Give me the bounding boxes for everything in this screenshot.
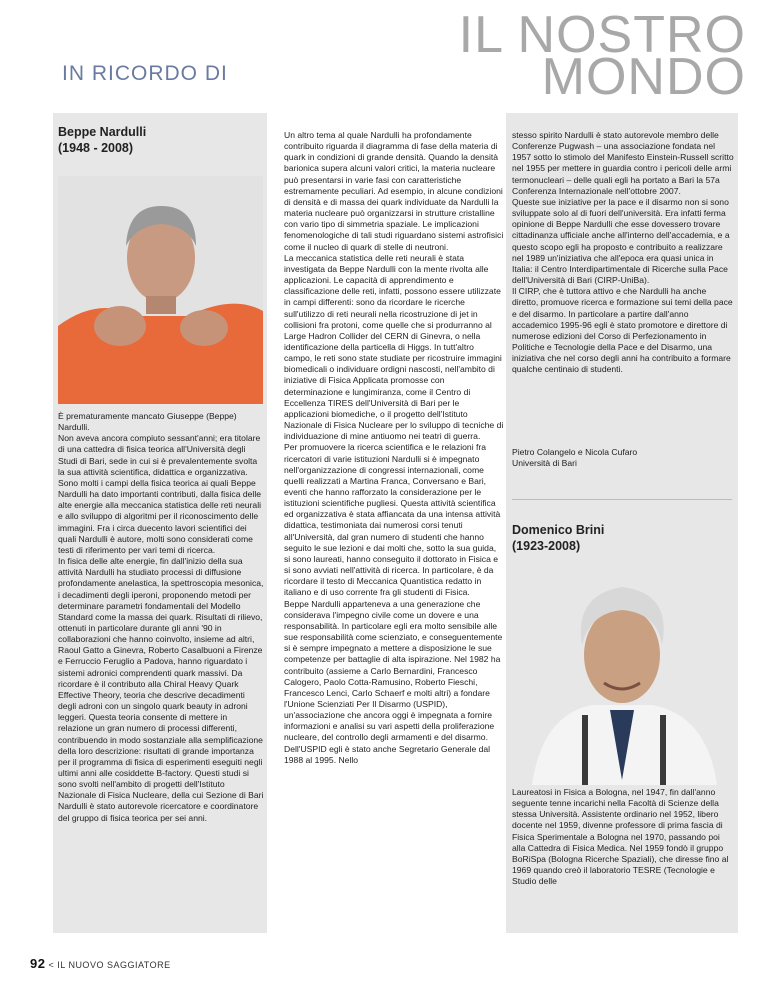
paragraph: In fisica delle alte energie, fin dall'inizio della sua attività Nardulli ha studiato processi di diffusione profondamente anelastica, la spettroscopia mesonica, i decadimenti degli iperoni, proponendo metodi per determinare parametri fondamentali del Modello Standard come la massa dei quark. Risultati di rilievo, ottenuti in particolare durante gli anni '90 in collaborazioni che hanno coinvolto, insieme ad altri, Raoul Gatto a Ginevra, Roberto Casalbuoni a Firenze e Ferruccio Feruglio a Padova, hanno riguardato i sistemi adronici comprendenti quark massivi. Da ricordare è il contributo alla Chiral Heavy Quark Effective Theory, teoria che descrive decadimenti degli adroni con un singolo quark beauty in adroni leggeri. Questa teoria consente di mettere in relazione un gran numero di processi differenti, contribuendo in modo sostanziale alla semplificazione della loro descrizione: risultati di grande importanza per il programma di fisica di esperimenti eseguiti negli ultimi anni alle cosiddette B-factory. Questi studi si sono svolti nell'ambito di progetti dell'Istituto Nazionale di Fisica Nucleare, della cui Sezione di Bari Nardulli è stato autorevole ricercatore e coordinatore del gruppo di fisica teorica per sei anni.: [58, 556, 264, 823]
article1-column-3: [512, 130, 734, 375]
article1-signature: [512, 447, 734, 469]
article2-name: Domenico Brini: [512, 523, 605, 537]
paragraph: Laureatosi in Fisica a Bologna, nel 1947, fin dall'anno seguente tenne incarichi nella Facoltà di Scienze della stessa Università. Assistente ordinario nel 1952, libero docente nel 1959, divenne professore di prima fascia di Fisica Sperimentale a Bologna nel 1970, passando poi alla Cattedra di Fisica Medica. Nel 1959 fondò il gruppo BoRiSpa (Bologna Ricerche Spaziali), che diresse fino al 1969 quando creò il laboratorio TESRE (Tecnologie e Studio delle: [512, 787, 729, 887]
article2-heading: [512, 522, 604, 554]
paragraph: Per promuovere la ricerca scientifica e le relazioni fra ricercatori di varie istituzioni Nardulli si è impegnato nell'organizzazione di congressi internazionali, come quelli realizzati a Martina Franca, Conversano e Bari, eventi che hanno rafforzato la considerazione per le istituzioni scientifiche pugliesi. Questa attività scientifica ed organizzativa è stata affiancata da una intensa attività didattica, testimoniata dai numerosi corsi tenuti all'Università, dal gran numero di studenti che hanno seguito le sue lezioni e dai molti che, sotto la sua guida, si sono laureati, hanno conseguito il dottorato in Fisica e si sono avviati nell'attività di ricerca. In particolare, è da ricordare il testo di Meccanica Quantistica redatto in italiano e di uso corrente fra gli studenti di Fisica.: [284, 442, 501, 598]
article2-text: [512, 787, 734, 887]
page-number: 92: [30, 956, 46, 971]
article-divider: [512, 499, 732, 500]
signature-names: Pietro Colangelo e Nicola Cufaro: [512, 447, 638, 457]
paragraph: La meccanica statistica delle reti neurali è stata investigata da Beppe Nardulli con la mente rivolta alle applicazioni. Le capacità di apprendimento e classificazione delle reti, infatti, possono essere utilizzate in campi differenti: sono da ricordare le ricerche sull'utilizzo di reti neurali nella ricostruzione di jet in collisioni fra protoni, come quelle che si produrranno al Large Hadron Collider del CERN di Ginevra, o nella identificazione della particella di Higgs. In tutt'altro campo, le reti sono state studiate per ricostruire immagini biomedicali o individuare ordigni nascosti, nell'ambito di iniziative di Fisica Applicata promosse con determinazione e lungimiranza, come il Centro di Eccellenza TIRES dell'Università di Bari per le applicazioni biomediche, o il progetto dell'Istituto Nazionale di Fisica Nucleare per lo sviluppo di tecniche di individuazione di mine antiuomo nei teatri di guerra.: [284, 252, 504, 442]
article1-column-2: [284, 130, 504, 766]
signature-affiliation: Università di Bari: [512, 458, 577, 469]
section-title: [458, 6, 746, 106]
article1-dates: (1948 - 2008): [58, 141, 134, 155]
article1-column-1: [58, 411, 264, 824]
portrait-photo-nardulli: [58, 176, 263, 404]
portrait-photo-brini: [512, 565, 732, 785]
article2-dates: (1923-2008): [512, 539, 581, 553]
article1-heading: [58, 124, 146, 156]
paragraph: stesso spirito Nardulli è stato autorevole membro delle Conferenze Pugwash – una associazione fondata nel 1957 sotto lo stimolo del Manifesto Einstein-Russell scritto nel 1955 per mettere in guardia contro i pericoli delle armi termonucleari – delle quali egli ha portato a Bari la 57a Conferenza Internazionale nell'ottobre 2007.: [512, 130, 734, 196]
paragraph: Un altro tema al quale Nardulli ha profondamente contribuito riguarda il diagramma di fase della materia di quark in condizioni di grande densità. Quando la densità barionica supera alcuni valori critici, la materia nucleare può presentarsi in varie fasi con caratteristiche estremamente peculiari. Ad esempio, in alcune condizioni di densità e di massa dei quark individuate da Nardulli la materia nucleare può organizzarsi in strutture cristalline con vario tipo di simmetria spaziale. Le implicazioni fenomenologiche di tali studi riguardano sistemi astrofisici come il nucleo di quark di stelle di neutroni.: [284, 130, 504, 252]
magazine-name: IL NUOVO SAGGIATORE: [57, 960, 171, 970]
paragraph: Sono molti i campi della fisica teorica ai quali Beppe Nardulli ha dato importanti contributi, dalla fisica delle alte energie alla meccanica statistica delle reti neurali e allo sviluppo di algoritmi per il riconoscimento delle immagini. Fra i circa duecento lavori scientifici dei quali Nardulli è autore, molti sono considerati come testi di riferimento per vari temi di ricerca.: [58, 477, 262, 555]
section-title-line1: IL NOSTRO: [458, 6, 746, 64]
footer-separator: <: [48, 960, 55, 970]
paragraph: Queste sue iniziative per la pace e il disarmo non si sono sviluppate solo al di fuori dell'università. Era infatti ferma opinione di Beppe Nardulli che esse dovessero trovare cittadinanza ufficiale anche all'interno dell'accademia, e a questo scopo egli ha proposto e contribuito a realizzare nel 1989 un'iniziativa che all'epoca era quasi unica in Italia: il Centro Interdipartimentale di Ricerche sulla Pace dell'Università di Bari (CIRP-UniBa).: [512, 196, 730, 286]
article1-name: Beppe Nardulli: [58, 125, 147, 139]
paragraph: È prematuramente mancato Giuseppe (Beppe) Nardulli.: [58, 411, 237, 433]
paragraph: Il CIRP, che è tuttora attivo e che Nardulli ha anche diretto, promuove ricerca e formazione sui temi della pace e del disarmo. In particolare a partire dall'anno accademico 1995-96 egli è stato promotore e direttore di numerose edizioni del Corso di Perfezionamento in Politiche e Tecnologie della Pace e del Disarmo, una iniziativa che nel corso degli anni ha contribuito a formare qualche centinaio di studenti.: [512, 286, 733, 375]
section-title-line2: MONDO: [541, 48, 746, 106]
page-footer: [30, 956, 171, 971]
paragraph: Non aveva ancora compiuto sessant'anni; era titolare di una cattedra di fisica teorica all'Università degli Studi di Bari, sede in cui si è prevalentemente svolta la sua attività scientifica, didattica e organizzativa.: [58, 433, 261, 477]
section-kicker: IN RICORDO DI: [62, 62, 228, 85]
paragraph: Beppe Nardulli apparteneva a una generazione che considerava l'impegno civile come un dovere e una responsabilità. In particolare egli era molto sensibile alle sue responsabilità come scienziato, e conseguentemente si è sempre impegnato a mettere a disposizione le sue competenze per battaglie di alta ispirazione. Nel 1982 ha contribuito (assieme a Carlo Bernardini, Francesco Calogero, Paolo Cotta-Ramusino, Roberto Fieschi, Francesco Lenci, Carlo Schaerf e molti altri) a fondare l'Unione Scienziati Per Il Disarmo (USPID), un'associazione che ancora oggi è impegnata a fornire informazioni e analisi su vari aspetti della proliferazione nucleare, del controllo degli armamenti e del disarmo. Dell'USPID egli è stato anche Segretario Generale dal 1988 al 1995. Nello: [284, 598, 503, 765]
